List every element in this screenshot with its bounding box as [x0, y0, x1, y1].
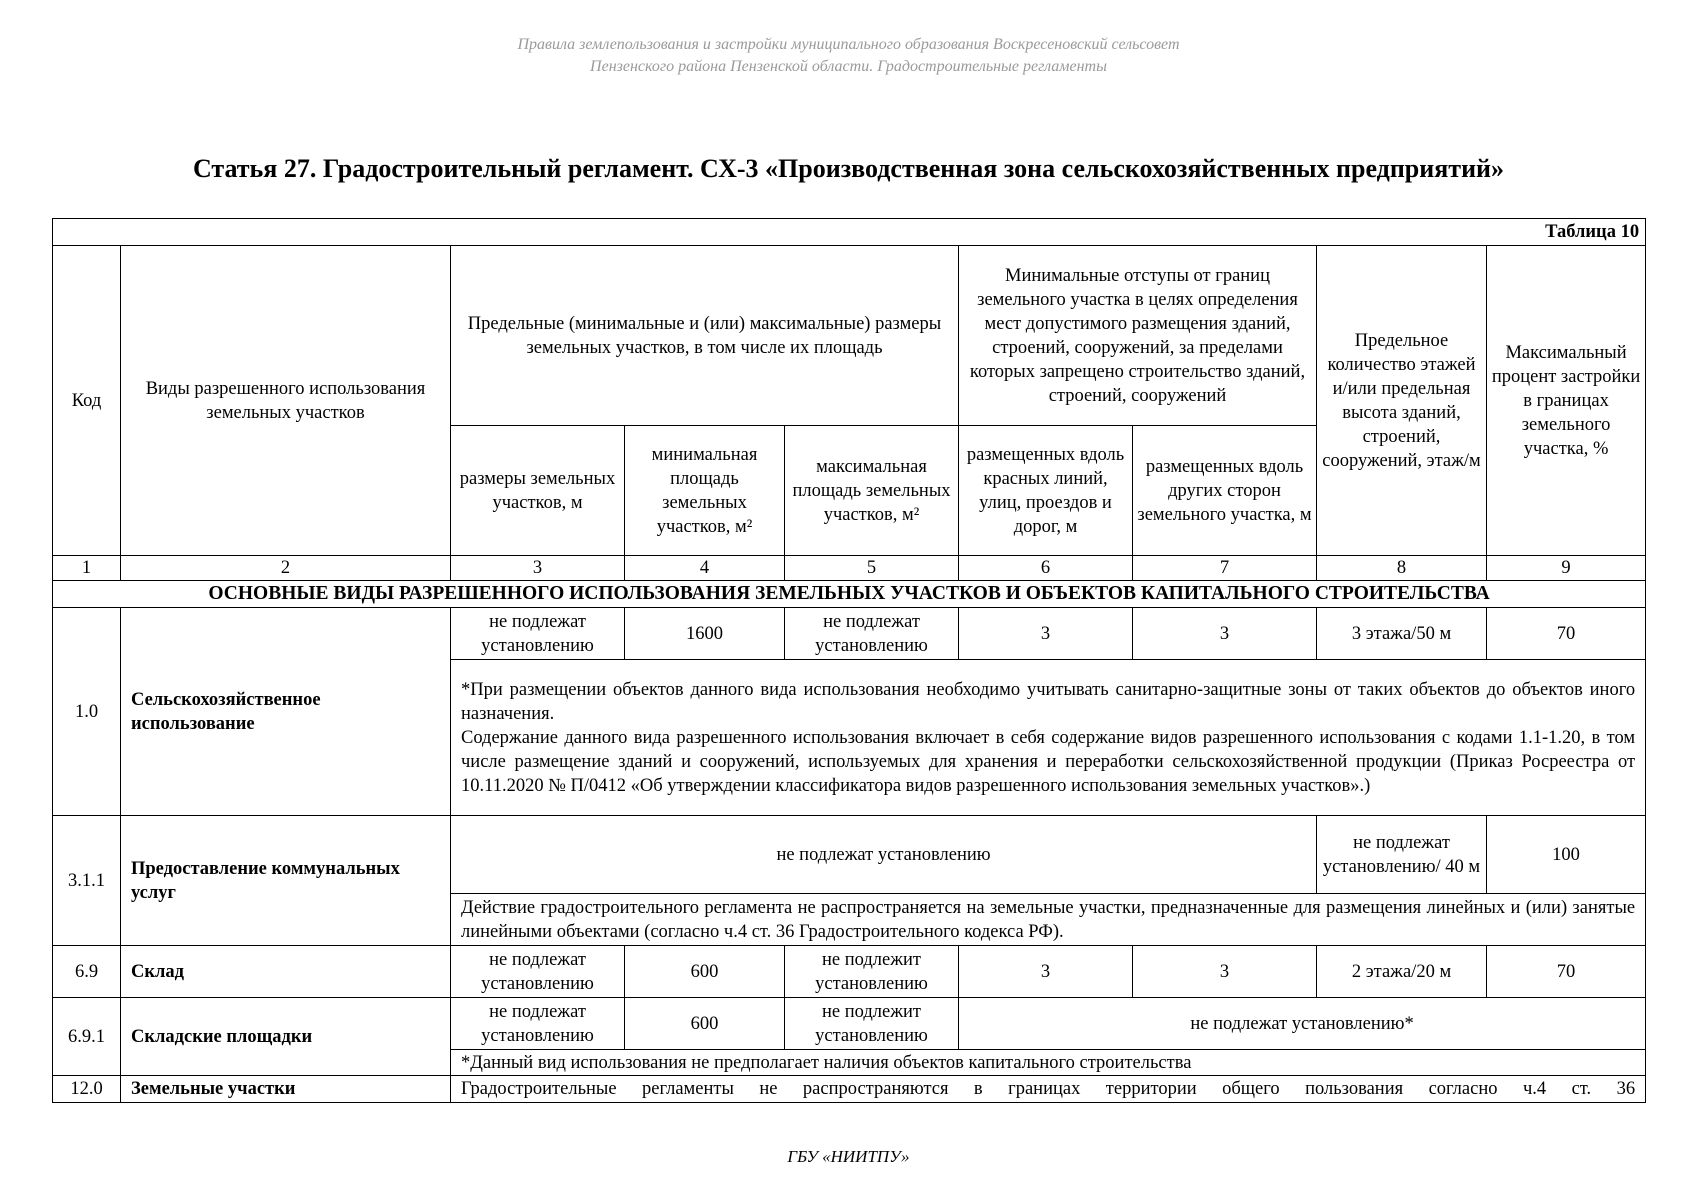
- col-header-max-area: максимальная площадь земельных участков, м²: [785, 426, 959, 556]
- table-row: [53, 608, 1646, 660]
- cell-max-coverage: 70: [1487, 946, 1646, 998]
- row-note-paragraph: Градостроительные регламенты не распространяются в границах территории общего пользования согласно ч.4 ст. 36: [461, 1079, 1636, 1099]
- row-note-paragraph: *При размещении объектов данного вида использования необходимо учитывать санитарно-защитные зоны от таких объектов до объектов иного назначения.: [461, 679, 1636, 724]
- running-header: [0, 34, 1697, 78]
- column-number: 3: [451, 556, 625, 581]
- cell-plot-sizes: не подлежат установлению: [451, 998, 625, 1050]
- cell-max-floors: 2 этажа/20 м: [1317, 946, 1487, 998]
- cell-setback-other: 3: [1133, 608, 1317, 660]
- col-header-max-coverage: Максимальный процент застройки в границах земельного участка, %: [1487, 246, 1646, 556]
- col-header-code: Код: [53, 246, 121, 556]
- row-note: [451, 660, 1646, 816]
- row-note: Действие градостроительного регламента не распространяется на земельные участки, предназначенные для размещения линейных и (или) занятые линейными объектами (согласно ч.4 ст. 36 Градостроительного кодекса РФ).: [451, 894, 1646, 946]
- cell-max-floors: 3 этажа/50 м: [1317, 608, 1487, 660]
- col-header-max-floors: Предельное количество этажей и/или предельная высота зданий, строений, сооружений, этаж/м: [1317, 246, 1487, 556]
- cell-merged: не подлежат установлению: [451, 816, 1317, 894]
- row-note-paragraph: Содержание данного вида разрешенного использования включает в себя содержание видов разрешенного использования с кодами 1.1-1.20, в том числе размещение зданий и сооружений, используемых для хранения и переработки сельскохозяйственной продукции (Приказ Росреестра от 10.11.2020 № П/0412 «Об утверждении классификатора видов разрешенного использования земельных участков».): [461, 727, 1636, 796]
- cell-max-coverage: 70: [1487, 608, 1646, 660]
- cell-max-area: не подлежат установлению: [785, 608, 959, 660]
- article-title: Статья 27. Градостроительный регламент. СХ-3 «Производственная зона сельскохозяйственных предприятий»: [192, 154, 1505, 183]
- column-number: 2: [121, 556, 451, 581]
- row-name: Склад: [121, 946, 451, 998]
- cell-plot-sizes: не подлежат установлению: [451, 946, 625, 998]
- row-name: Складские площадки: [121, 998, 451, 1076]
- row-note: [451, 1076, 1646, 1103]
- section-row: [53, 581, 1646, 608]
- col-header-plot-sizes: размеры земельных участков, м: [451, 426, 625, 556]
- row-name: Земельные участки: [121, 1076, 451, 1103]
- regulation-table: [52, 218, 1646, 1103]
- column-number: 1: [53, 556, 121, 581]
- row-code: 6.9: [53, 946, 121, 998]
- running-header-line2: Пензенского района Пензенской области. Градостроительные регламенты: [590, 58, 1107, 75]
- row-code: 12.0: [53, 1076, 121, 1103]
- cell-min-area: 600: [625, 946, 785, 998]
- table-caption: Таблица 10: [53, 219, 1646, 246]
- column-number: 9: [1487, 556, 1646, 581]
- row-code: 1.0: [53, 608, 121, 816]
- caption-row: [53, 219, 1646, 246]
- cell-plot-sizes: не подлежат установлению: [451, 608, 625, 660]
- cell-max-area: не подлежит установлению: [785, 998, 959, 1050]
- column-number: 4: [625, 556, 785, 581]
- row-note: *Данный вид использования не предполагает наличия объектов капитального строительства: [451, 1050, 1646, 1076]
- column-number: 7: [1133, 556, 1317, 581]
- cell-setback-red-lines: 3: [959, 608, 1133, 660]
- table-row: [53, 1076, 1646, 1103]
- column-number: 6: [959, 556, 1133, 581]
- cell-setback-red-lines: 3: [959, 946, 1133, 998]
- cell-min-area: 600: [625, 998, 785, 1050]
- row-name: Предоставление коммунальных услуг: [121, 816, 451, 946]
- header-row-1: [53, 246, 1646, 426]
- col-header-setbacks-group: Минимальные отступы от границ земельного участка в целях определения мест допустимого размещения зданий, строений, сооружений, за пределами которых запрещено строительство зданий, строений, сооружений: [959, 246, 1317, 426]
- cell-max-area: не подлежит установлению: [785, 946, 959, 998]
- running-header-line1: Правила землепользования и застройки муниципального образования Воскресеновский сельсовет: [517, 36, 1180, 53]
- column-numbers-row: [53, 556, 1646, 581]
- column-number: 8: [1317, 556, 1487, 581]
- row-code: 6.9.1: [53, 998, 121, 1076]
- col-header-use-types: Виды разрешенного использования земельных участков: [121, 246, 451, 556]
- cell-merged: не подлежат установлению*: [959, 998, 1646, 1050]
- row-code: 3.1.1: [53, 816, 121, 946]
- cell-max-coverage: 100: [1487, 816, 1646, 894]
- col-header-min-area: минимальная площадь земельных участков, м²: [625, 426, 785, 556]
- cell-setback-other: 3: [1133, 946, 1317, 998]
- column-number: 5: [785, 556, 959, 581]
- section-title: ОСНОВНЫЕ ВИДЫ РАЗРЕШЕННОГО ИСПОЛЬЗОВАНИЯ ЗЕМЕЛЬНЫХ УЧАСТКОВ И ОБЪЕКТОВ КАПИТАЛЬНОГО СТРОИТЕЛЬСТВА: [53, 581, 1646, 608]
- cell-max-floors: не подлежат установлению/ 40 м: [1317, 816, 1487, 894]
- cell-min-area: 1600: [625, 608, 785, 660]
- table-row: [53, 816, 1646, 894]
- page-footer: ГБУ «НИИТПУ»: [787, 1147, 910, 1166]
- col-header-plot-sizes-group: Предельные (минимальные и (или) максимальные) размеры земельных участков, в том числе их площадь: [451, 246, 959, 426]
- table-row: [53, 998, 1646, 1050]
- row-name: Сельскохозяйственное использование: [121, 608, 451, 816]
- col-header-setback-red-lines: размещенных вдоль красных линий, улиц, проездов и дорог, м: [959, 426, 1133, 556]
- table-row: [53, 946, 1646, 998]
- col-header-setback-other: размещенных вдоль других сторон земельного участка, м: [1133, 426, 1317, 556]
